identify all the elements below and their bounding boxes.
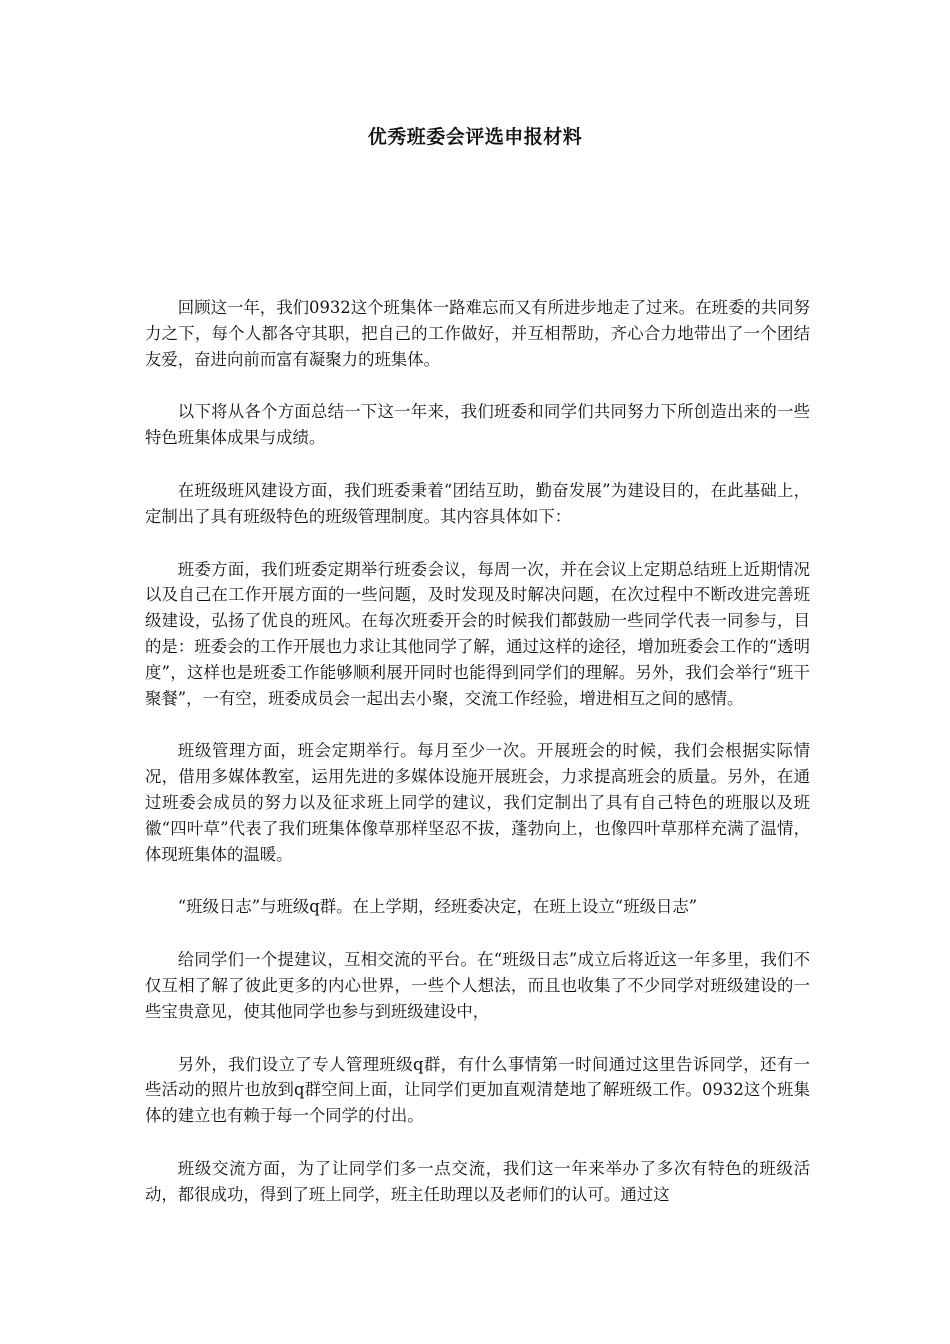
paragraph-communication: 班级交流方面，为了让同学们多一点交流，我们这一年来举办了多次有特色的班级活动，都很成功，得到了班上同学，班主任助理以及老师们的认可。通过这 [145, 1158, 810, 1204]
paragraph-log-platform: 给同学们一个提建议，互相交流的平台。在“班级日志”成立后将近这一年多里，我们不仅互相了解了彼此更多的内心世界，一些个人想法，而且也收集了不少同学对班级建设的一些宝贵意见，使其他同学也参与到班级建设中， [145, 950, 810, 1021]
paragraph-committee: 班委方面，我们班委定期举行班委会议，每周一次，并在会议上定期总结班上近期情况以及自己在工作开展方面的一些问题，及时发现及时解决问题，在次过程中不断改进完善班级建设，弘扬了优良的班风。在每次班委开会的时候我们都鼓励一些同学代表一同参与，目的是：班委会的工作开展也力求让其他同学了解，通过这样的途径，增加班委会工作的“透明度”，这样也是班委工作能够顺利展开同时也能得到同学们的理解。另外，我们会举行“班干聚餐”，一有空，班委成员会一起出去小聚，交流工作经验，增进相互之间的感情。 [145, 559, 810, 708]
paragraph-qq-group: 另外，我们设立了专人管理班级q群，有什么事情第一时间通过这里告诉同学，还有一些活动的照片也放到q群空间上面，让同学们更加直观清楚地了解班级工作。0932这个班集体的建立也有赖于每一个同学的付出。 [145, 1054, 810, 1126]
paragraph-management: 班级管理方面，班会定期举行。每月至少一次。开展班会的时候，我们会根据实际情况，借用多媒体教室，运用先进的多媒体设施开展班会，力求提高班会的质量。另外，在通过班委会成员的努力以及征求班上同学的建议，我们定制出了具有自己特色的班服以及班徽“四叶草”代表了我们班集体像草那样坚忍不拔，蓬勃向上，也像四叶草那样充满了温情，体现班集体的温暖。 [145, 741, 810, 864]
paragraph-class-log: “班级日志”与班级q群。在上学期，经班委决定，在班上设立“班级日志” [177, 897, 698, 917]
paragraph-intro: 回顾这一年，我们0932这个班集体一路难忘而又有所进步地走了过来。在班委的共同努力之下，每个人都各守其职，把自己的工作做好，并互相帮助，齐心合力地带出了一个团结友爱，奋进向前而富有凝聚力的班集体。 [145, 298, 810, 369]
document-title: 优秀班委会评选申报材料 [367, 126, 583, 148]
paragraph-overview: 以下将从各个方面总结一下这一年来，我们班委和同学们共同努力下所创造出来的一些特色班集体成果与成绩。 [145, 402, 810, 448]
paragraph-class-style: 在班级班风建设方面，我们班委秉着“团结互助，勤奋发展”为建设目的，在此基础上，定制出了具有班级特色的班级管理制度。其内容具体如下： [145, 480, 810, 526]
document-body [145, 295, 810, 1235]
